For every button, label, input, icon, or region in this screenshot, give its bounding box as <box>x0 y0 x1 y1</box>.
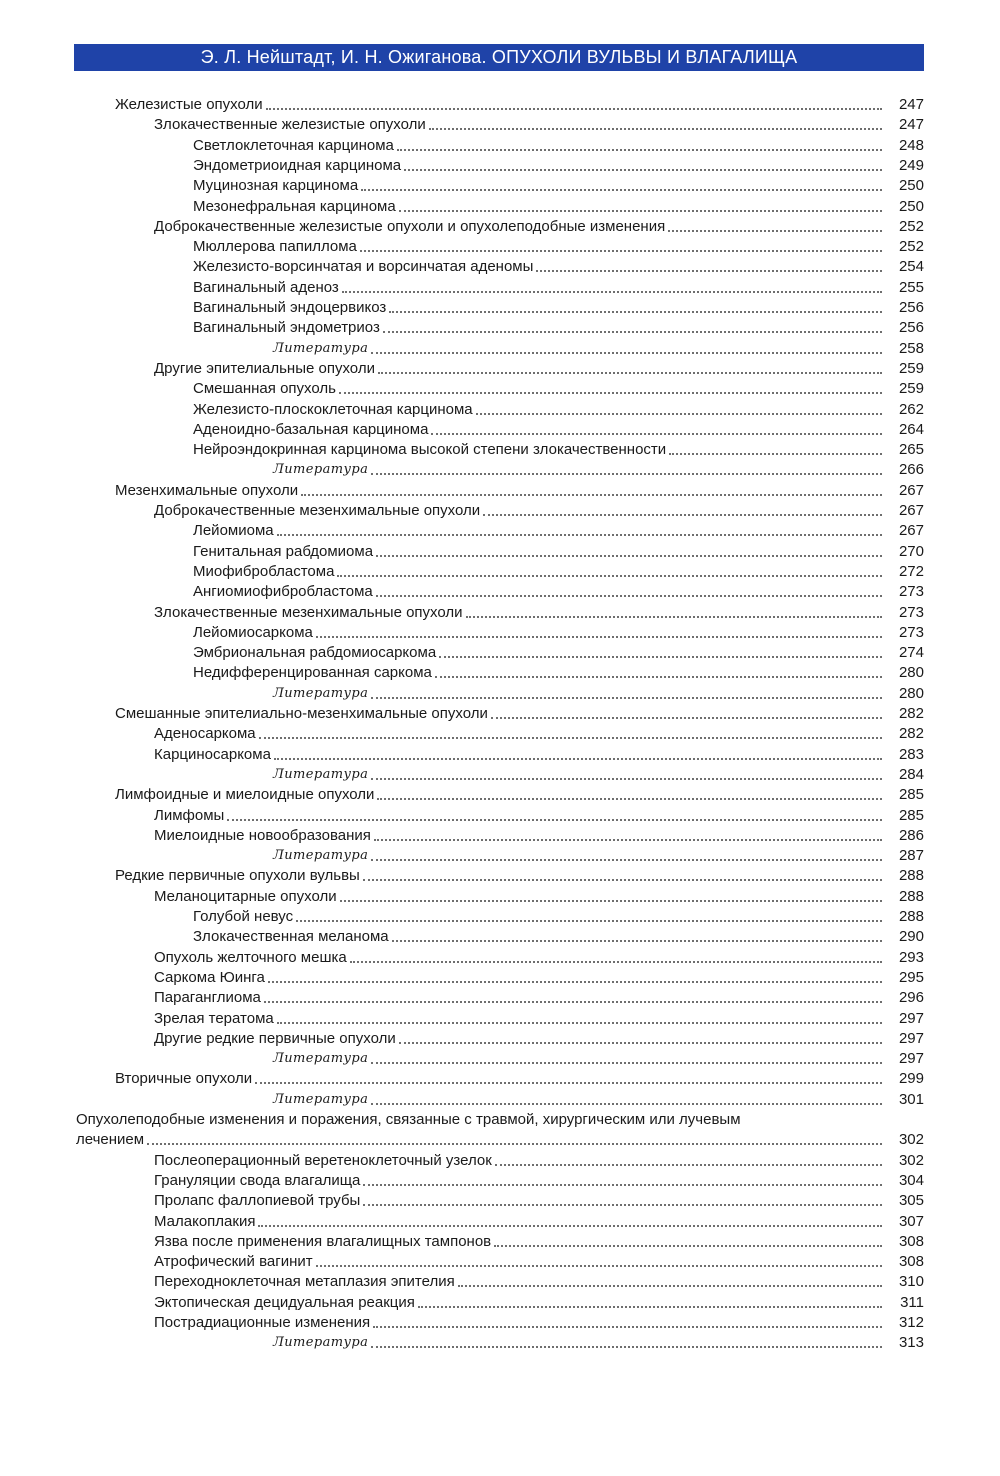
toc-entry <box>193 155 924 175</box>
dot-leader <box>371 1345 882 1348</box>
dot-leader <box>360 249 882 252</box>
toc-entry-page: 293 <box>898 948 924 966</box>
toc-literature-entry <box>273 459 924 479</box>
toc-entry <box>76 1109 924 1129</box>
dot-leader <box>431 432 882 435</box>
toc-entry-page: 256 <box>898 319 924 337</box>
dot-leader <box>377 797 882 800</box>
toc-entry-page: 249 <box>898 156 924 174</box>
toc-entry-page: 313 <box>898 1334 924 1352</box>
toc-entry <box>193 399 924 419</box>
toc-entry <box>115 703 924 723</box>
toc-entry-title: Лейомиома <box>193 522 274 540</box>
toc-entry <box>193 520 924 540</box>
dot-leader <box>371 351 882 354</box>
toc-entry <box>154 1170 924 1190</box>
toc-entry-page: 273 <box>898 623 924 641</box>
toc-entry-page: 252 <box>898 238 924 256</box>
toc-entry-title: Грануляции свода влагалища <box>154 1171 361 1189</box>
toc-entry-title: Доброкачественные железистые опухоли и опухолеподобные изменения <box>154 217 666 235</box>
toc-entry <box>154 1028 924 1048</box>
toc-entry-title: Литература <box>273 462 369 478</box>
toc-entry-title: Нейроэндокринная карцинома высокой степени злокачественности <box>193 441 667 459</box>
toc-entry-page: 305 <box>898 1192 924 1210</box>
toc-entry-page: 308 <box>898 1232 924 1250</box>
toc-entry-title: Мюллерова папиллома <box>193 238 357 256</box>
toc-entry-page: 247 <box>898 116 924 134</box>
toc-entry <box>193 622 924 642</box>
toc-entry-page: 297 <box>898 1029 924 1047</box>
toc-entry-page: 250 <box>898 177 924 195</box>
toc-literature-entry <box>273 338 924 358</box>
toc-entry <box>154 1271 924 1291</box>
toc-entry-title: Опухолеподобные изменения и поражения, связанные с травмой, хирургическим или лучевым <box>76 1111 741 1128</box>
toc-entry-page: 285 <box>898 786 924 804</box>
dot-leader <box>371 1102 882 1105</box>
dot-leader <box>483 513 882 516</box>
dot-leader <box>476 412 882 415</box>
toc-entry-page: 312 <box>898 1314 924 1331</box>
dot-leader <box>147 1142 882 1145</box>
dot-leader <box>255 1081 882 1084</box>
toc-entry-page: 282 <box>898 705 924 722</box>
toc-entry-title: Меланоцитарные опухоли <box>154 887 337 905</box>
dot-leader <box>399 1041 882 1044</box>
dot-leader <box>274 757 882 760</box>
toc-entry-title: Вагинальный эндометриоз <box>193 319 380 337</box>
toc-entry-page: 299 <box>898 1070 924 1088</box>
toc-entry-page: 267 <box>898 502 924 519</box>
toc-entry-title: Лимфомы <box>154 806 225 824</box>
dot-leader <box>389 310 882 313</box>
toc-entry-page: 267 <box>898 522 924 540</box>
toc-entry-title: Миофибробластома <box>193 562 335 580</box>
dot-leader <box>404 168 882 171</box>
toc-entry <box>193 906 924 926</box>
toc-entry-title: Железистые опухоли <box>115 96 263 113</box>
toc-entry-title: Параганглиома <box>154 989 261 1007</box>
toc-entry-page: 304 <box>898 1171 924 1189</box>
toc-entry-title: Аденоидно-базальная карцинома <box>193 420 429 438</box>
dot-leader <box>397 148 882 151</box>
dot-leader <box>392 939 882 942</box>
toc-entry <box>154 1231 924 1251</box>
dot-leader <box>363 1183 882 1186</box>
toc-entry-page: 297 <box>898 1009 924 1027</box>
dot-leader <box>339 391 882 394</box>
toc-entry-page: 265 <box>898 441 924 459</box>
toc-entry-title: Карциносаркома <box>154 745 271 763</box>
toc-entry-title: Литература <box>273 848 369 864</box>
toc-entry-page: 295 <box>898 968 924 986</box>
dot-leader <box>277 533 882 536</box>
toc-entry-title: Лейомиосаркома <box>193 623 313 641</box>
dot-leader <box>227 818 882 821</box>
toc-entry <box>193 196 924 216</box>
toc-entry-title: Пострадиационные изменения <box>154 1314 371 1331</box>
page-header: Э. Л. Нейштадт, И. Н. Ожиганова. ОПУХОЛИ ВУЛЬВЫ И ВЛАГАЛИЩА <box>74 44 924 71</box>
toc-entry-title: Зрелая тератома <box>154 1009 274 1027</box>
toc-entry-title: Доброкачественные мезенхимальные опухоли <box>154 502 481 519</box>
toc-entry <box>154 358 924 378</box>
toc-entry <box>193 297 924 317</box>
toc-entry-title: Другие редкие первичные опухоли <box>154 1029 396 1047</box>
toc-entry <box>193 236 924 256</box>
toc-entry-page: 310 <box>898 1273 924 1291</box>
toc-entry-title: Литература <box>273 1335 369 1351</box>
toc-entry <box>154 1190 924 1210</box>
toc-entry <box>193 317 924 337</box>
toc-entry-page: 272 <box>898 562 924 580</box>
toc-entry-page: 274 <box>898 644 924 662</box>
toc-entry-title: Литература <box>273 1051 369 1067</box>
dot-leader <box>296 919 882 922</box>
dot-leader <box>378 371 882 374</box>
toc-entry-page: 283 <box>898 745 924 763</box>
dot-leader <box>264 1000 882 1003</box>
toc-entry-title: Вагинальный эндоцервикоз <box>193 299 387 316</box>
toc-entry-page: 302 <box>898 1151 924 1169</box>
toc-entry-title: Язва после применения влагалищных тампонов <box>154 1232 492 1250</box>
toc-entry-title: Литература <box>273 1091 369 1107</box>
toc-entry-page: 266 <box>898 461 924 479</box>
toc-entry-page: 308 <box>898 1253 924 1271</box>
dot-leader <box>376 554 882 557</box>
toc-entry-page: 247 <box>898 96 924 113</box>
toc-entry-page: 280 <box>898 684 924 702</box>
toc-entry-page: 255 <box>898 278 924 296</box>
dot-leader <box>342 290 882 293</box>
toc-entry-title: Голубой невус <box>193 908 294 925</box>
toc-entry <box>193 277 924 297</box>
toc-entry <box>154 1292 924 1312</box>
toc-entry-page: 302 <box>898 1131 924 1149</box>
toc-entry-page: 307 <box>898 1212 924 1230</box>
dot-leader <box>494 1244 882 1247</box>
dot-leader <box>429 127 882 130</box>
dot-leader <box>371 696 882 699</box>
toc-entry <box>193 662 924 682</box>
dot-leader <box>350 960 882 963</box>
toc-entry <box>154 500 924 520</box>
toc-entry <box>154 114 924 134</box>
toc-entry-page: 301 <box>898 1090 924 1108</box>
toc-entry-page: 288 <box>898 867 924 885</box>
toc-entry <box>154 1312 924 1332</box>
toc-entry <box>115 480 924 500</box>
toc-entry-page: 250 <box>898 197 924 215</box>
dot-leader <box>668 229 882 232</box>
toc-entry <box>154 602 924 622</box>
toc-entry-title: Вагинальный аденоз <box>193 278 339 296</box>
toc-entry <box>193 581 924 601</box>
toc-entry-title: Редкие первичные опухоли вульвы <box>115 867 360 885</box>
dot-leader <box>536 269 882 272</box>
dot-leader <box>340 899 882 902</box>
toc-entry-page: 248 <box>898 136 924 154</box>
dot-leader <box>374 838 882 841</box>
dot-leader <box>435 675 882 678</box>
dot-leader <box>259 736 882 739</box>
toc-entry-title: Злокачественные мезенхимальные опухоли <box>154 603 463 621</box>
dot-leader <box>316 1264 882 1267</box>
toc-entry-title: Муцинозная карцинома <box>193 177 359 195</box>
toc-entry <box>193 541 924 561</box>
toc-entry-title: Миелоидные новообразования <box>154 826 371 844</box>
toc-entry-page: 311 <box>900 1293 924 1311</box>
toc-entry-page: 273 <box>898 603 924 621</box>
dot-leader <box>316 635 882 638</box>
dot-leader <box>383 330 882 333</box>
toc-entry-title: Атрофический вагинит <box>154 1253 313 1271</box>
toc-entry <box>193 926 924 946</box>
toc-entry-page: 273 <box>898 583 924 601</box>
toc-entry-page: 259 <box>898 380 924 398</box>
toc-literature-entry <box>273 683 924 703</box>
toc-entry-page: 288 <box>898 887 924 905</box>
toc-entry-page: 286 <box>898 826 924 844</box>
dot-leader <box>371 777 882 780</box>
toc-entry-page: 287 <box>898 847 924 865</box>
toc-entry <box>154 1008 924 1028</box>
dot-leader <box>371 858 882 861</box>
toc-entry-title: Генитальная рабдомиома <box>193 542 374 560</box>
toc-entry <box>154 947 924 967</box>
toc-entry <box>154 987 924 1007</box>
toc-entry <box>115 1068 924 1088</box>
dot-leader <box>439 655 882 658</box>
toc-entry <box>193 439 924 459</box>
toc-entry-title: Железисто-плоскоклеточная карцинома <box>193 400 473 418</box>
toc-entry-page: 288 <box>898 908 924 925</box>
toc-entry-title: Литература <box>273 766 369 782</box>
toc-entry <box>154 723 924 743</box>
toc-entry-title: Другие эпителиальные опухоли <box>154 359 375 377</box>
toc-entry <box>154 1211 924 1231</box>
toc-entry-page: 254 <box>898 258 924 276</box>
toc-entry-title: Смешанная опухоль <box>193 380 336 398</box>
dot-leader <box>337 574 882 577</box>
toc-entry-page: 296 <box>898 989 924 1007</box>
toc-entry <box>193 175 924 195</box>
toc-entry-title: Смешанные эпителиально-мезенхимальные опухоли <box>115 705 488 722</box>
toc-entry-page: 297 <box>898 1050 924 1068</box>
toc-entry-title: Переходноклеточная метаплазия эпителия <box>154 1273 455 1291</box>
toc-entry <box>115 865 924 885</box>
toc-entry-page: 256 <box>898 299 924 316</box>
dot-leader <box>363 1203 882 1206</box>
dot-leader <box>491 716 882 719</box>
toc-entry-title: Малакоплакия <box>154 1212 256 1230</box>
toc-entry-page: 258 <box>898 339 924 357</box>
toc-entry <box>154 967 924 987</box>
toc-entry <box>154 1251 924 1271</box>
dot-leader <box>371 1061 882 1064</box>
toc-entry-page: 285 <box>898 806 924 824</box>
toc-entry <box>193 561 924 581</box>
dot-leader <box>458 1284 882 1287</box>
toc-entry <box>76 1129 924 1149</box>
toc-entry-title: Послеоперационный веретеноклеточный узелок <box>154 1151 492 1169</box>
toc-entry-page: 284 <box>898 765 924 783</box>
dot-leader <box>418 1305 882 1308</box>
toc-literature-entry <box>273 1089 924 1109</box>
toc-entry-page: 262 <box>898 400 924 418</box>
dot-leader <box>363 878 882 881</box>
toc-entry <box>154 216 924 236</box>
dot-leader <box>301 493 882 496</box>
dot-leader <box>258 1224 882 1227</box>
toc-literature-entry <box>273 1048 924 1068</box>
dot-leader <box>266 107 882 110</box>
toc-entry-title: Эктопическая децидуальная реакция <box>154 1293 415 1311</box>
dot-leader <box>371 472 882 475</box>
toc-entry <box>154 886 924 906</box>
toc-entry-title: Ангиомиофибробластома <box>193 583 373 601</box>
dot-leader <box>277 1021 882 1024</box>
toc-literature-entry <box>273 764 924 784</box>
toc-entry <box>193 642 924 662</box>
toc-entry-title: Аденосаркома <box>154 725 256 743</box>
toc-entry-title: Эмбриональная рабдомиосаркома <box>193 644 437 662</box>
toc-entry-title: Мезенхимальные опухоли <box>115 481 299 499</box>
toc-entry-title: Вторичные опухоли <box>115 1070 253 1088</box>
toc-entry-title: Железисто-ворсинчатая и ворсинчатая аденомы <box>193 258 534 276</box>
toc-entry-title: Лимфоидные и миелоидные опухоли <box>115 786 375 804</box>
toc-literature-entry <box>273 1332 924 1352</box>
dot-leader <box>376 594 882 597</box>
toc-entry-page: 252 <box>898 217 924 235</box>
dot-leader <box>268 980 882 983</box>
toc-entry-title: Опухоль желточного мешка <box>154 948 347 966</box>
toc-entry <box>115 784 924 804</box>
toc-entry-page: 282 <box>898 725 924 743</box>
toc-entry-page: 259 <box>898 359 924 377</box>
toc-entry-page: 290 <box>898 928 924 946</box>
toc-entry-title: Саркома Юинга <box>154 968 265 986</box>
dot-leader <box>361 188 882 191</box>
dot-leader <box>466 615 882 618</box>
dot-leader <box>495 1163 882 1166</box>
toc-entry-title: Злокачественная меланома <box>193 928 389 946</box>
toc-entry-title: Недифференцированная саркома <box>193 664 432 682</box>
toc-entry-title: Светлоклеточная карцинома <box>193 136 394 154</box>
toc-entry-title: Злокачественные железистые опухоли <box>154 116 426 134</box>
dot-leader <box>399 209 882 212</box>
toc-entry-title: Мезонефральная карцинома <box>193 197 396 215</box>
toc-entry-title: Литература <box>273 685 369 701</box>
toc-entry <box>154 744 924 764</box>
toc-entry <box>154 1150 924 1170</box>
toc-entry-page: 280 <box>898 664 924 682</box>
toc-entry <box>193 256 924 276</box>
toc-entry-title: лечением <box>76 1131 145 1149</box>
toc-entry <box>193 419 924 439</box>
toc-entry <box>154 805 924 825</box>
toc-entry <box>193 378 924 398</box>
toc-literature-entry <box>273 845 924 865</box>
toc-entry-title: Литература <box>273 340 369 356</box>
toc-entry <box>154 825 924 845</box>
toc-entry <box>115 94 924 114</box>
toc-entry-title: Пролапс фаллопиевой трубы <box>154 1192 361 1210</box>
dot-leader <box>373 1325 882 1328</box>
toc-entry-page: 270 <box>898 542 924 560</box>
dot-leader <box>669 452 882 455</box>
toc-entry-page: 267 <box>898 481 924 499</box>
toc-entry-title: Эндометриоидная карцинома <box>193 156 402 174</box>
toc-entry <box>193 135 924 155</box>
toc-entry-page: 264 <box>898 420 924 438</box>
